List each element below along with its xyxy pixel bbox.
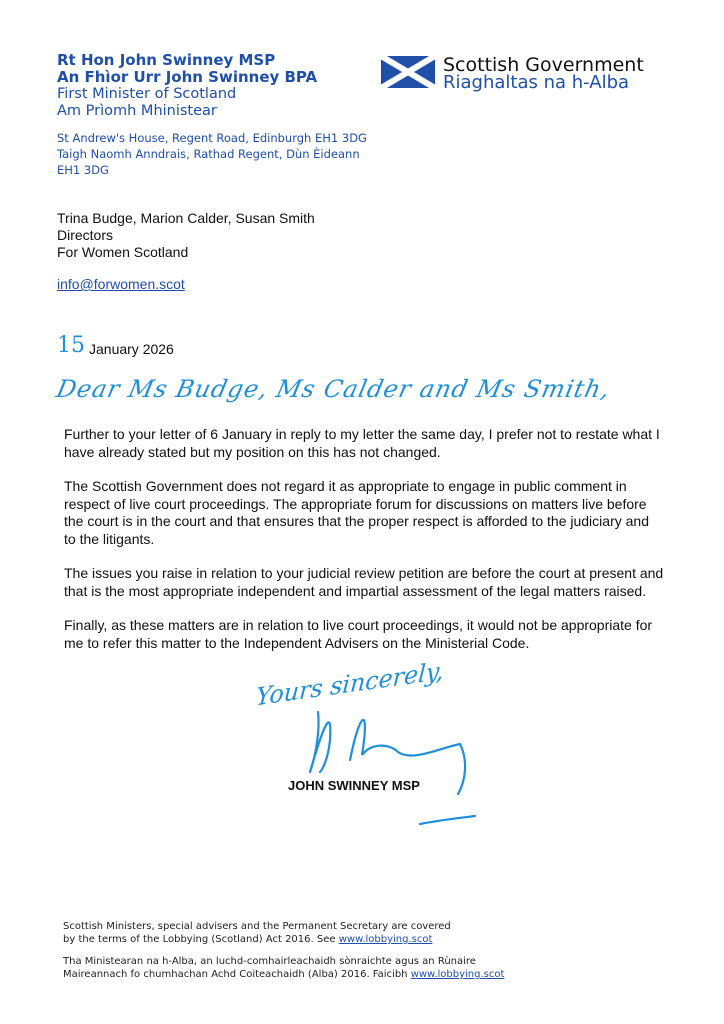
footer-english-line2: by the terms of the Lobbying (Scotland) Act 2016. See www.lobbying.scot xyxy=(63,934,433,945)
sender-address xyxy=(57,130,367,178)
address-english: St Andrew's House, Regent Road, Edinburgh EH1 3DG xyxy=(57,131,367,145)
signatory-name: JOHN SWINNEY MSP xyxy=(288,778,420,793)
footer-english-link[interactable]: www.lobbying.scot xyxy=(338,934,433,945)
letter-body xyxy=(64,426,664,669)
logo-text-gaelic: Riaghaltas na h-Alba xyxy=(443,72,630,93)
address-gaelic-line1: Taigh Naomh Anndrais, Rathad Regent, Dùn Èideann xyxy=(57,147,360,161)
footer-gaelic-link[interactable]: www.lobbying.scot xyxy=(410,969,505,980)
recipient-names: Trina Budge, Marion Calder, Susan Smith xyxy=(57,210,315,226)
footer-gaelic-line2: Maireannach fo chumhachan Achd Coiteachaidh (Alba) 2016. Faicibh www.lobbying.scot xyxy=(63,969,505,980)
sender-title-gaelic: Am Prìomh Mhinistear xyxy=(57,103,217,119)
body-paragraph-4: Finally, as these matters are in relation to live court proceedings, it would not be appropriate for me to refer this matter to the Independent Advisers on the Ministerial Code. xyxy=(64,617,653,651)
body-paragraph-3: The issues you raise in relation to your judicial review petition are before the court at present and that is the most appropriate independent and impartial assessment of the legal matters raised. xyxy=(64,565,664,599)
sender-name-gaelic: An Fhìor Urr John Swinney BPA xyxy=(57,68,318,86)
recipient-organisation: For Women Scotland xyxy=(57,244,189,260)
date-month-year: January 2026 xyxy=(89,341,174,357)
lobbying-footer xyxy=(63,920,504,981)
logo-text-english: Scottish Government xyxy=(443,54,644,76)
handwritten-signature xyxy=(280,700,480,830)
footer-english-line1: Scottish Ministers, special advisers and the Permanent Secretary are covered xyxy=(63,921,451,932)
sender-title-english: First Minister of Scotland xyxy=(57,86,237,102)
letter-date xyxy=(57,333,257,361)
footer-gaelic-line1: Tha Ministearan na h-Alba, an luchd-comhairleachaidh sònraichte agus an Rùnaire xyxy=(63,956,476,967)
recipient-role: Directors xyxy=(57,227,114,243)
sender-name-english: Rt Hon John Swinney MSP xyxy=(57,51,276,69)
body-paragraph-2: The Scottish Government does not regard it as appropriate to engage in public comment in respect of live court proceedings. The appropriate forum for discussions on matters live before the court is in the court and that ensures that the proper respect is afforded to the judiciary and to the litigants. xyxy=(64,478,649,547)
saltire-flag-icon xyxy=(381,56,435,88)
body-paragraph-1: Further to your letter of 6 January in reply to my letter the same day, I prefer not to restate what I have already stated but my position on this has not changed. xyxy=(64,426,660,460)
address-gaelic-line2: EH1 3DG xyxy=(57,163,109,177)
date-day-handwritten: 15 xyxy=(57,333,85,358)
scottish-government-logo xyxy=(381,54,644,93)
recipient-email-link[interactable]: info@forwomen.scot xyxy=(57,276,185,292)
recipient-block xyxy=(57,210,315,261)
handwritten-signoff: Yours sincerely, xyxy=(254,656,445,712)
handwritten-salutation: Dear Ms Budge, Ms Calder and Ms Smith, xyxy=(54,375,614,403)
sender-block xyxy=(57,52,317,120)
